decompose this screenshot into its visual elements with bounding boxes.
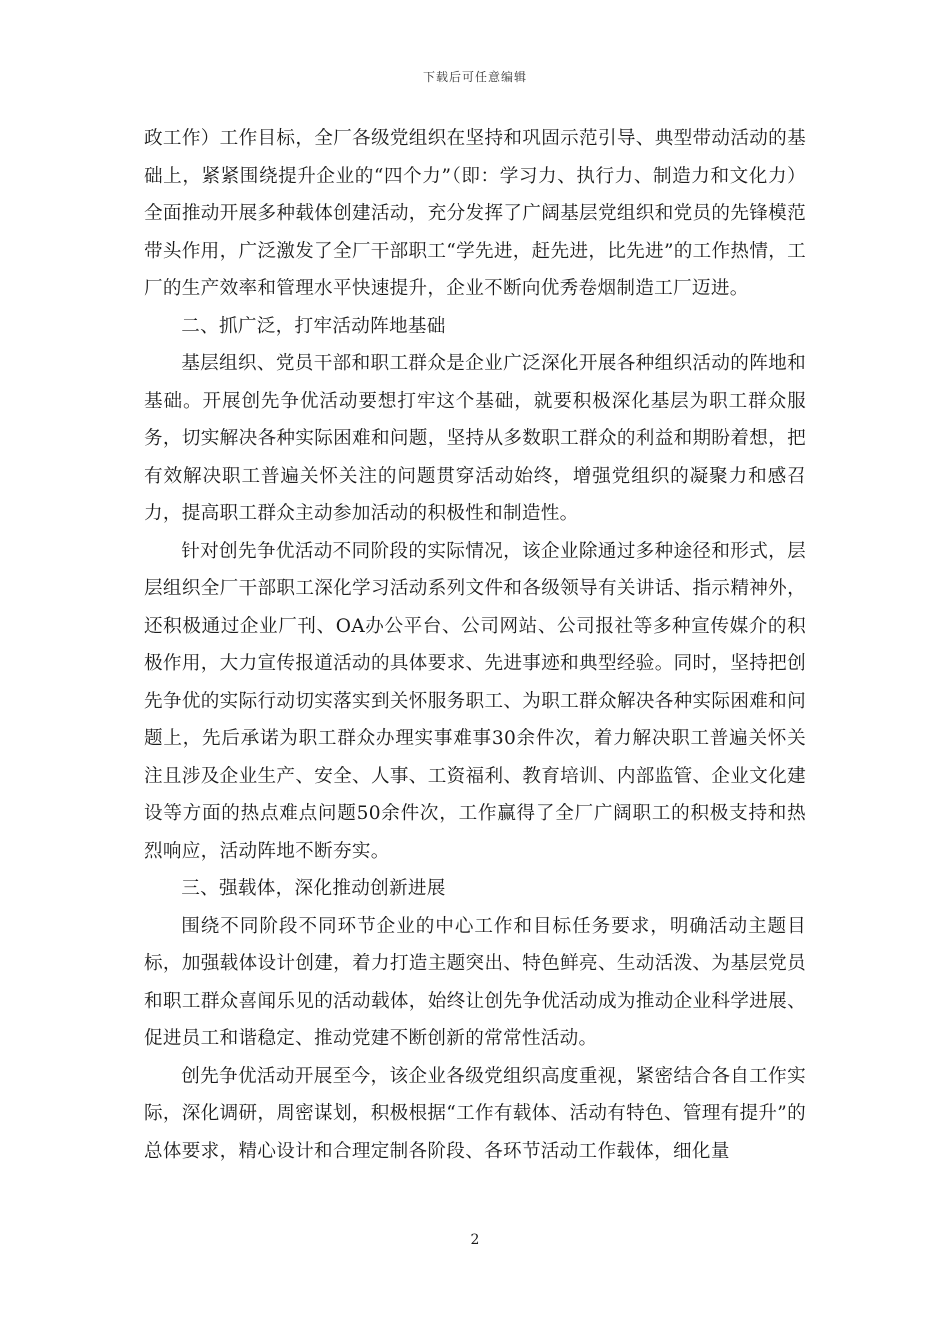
section-heading-two: 二、抓广泛，打牢活动阵地基础: [181, 315, 446, 337]
page-header-note: 下载后可任意编辑: [422, 70, 527, 84]
section-heading-three: 三、强载体，深化推动创新进展: [181, 878, 446, 899]
paragraph: 围绕不同阶段不同环节企业的中心工作和目标任务要求，明确活动主题目标，加强载体设计创建，着力打造主题突出、特色鲜亮、生动活泼、为基层党员和职工群众喜闻乐见的活动载体，始终让创先争优活动成为推动企业科学进展、促进员工和谐稳定、推动党建不断创新的常常性活动。: [144, 915, 806, 1049]
paragraph-continuation: 政工作）工作目标，全厂各级党组织在坚持和巩固示范引导、典型带动活动的基础上，紧紧围绕提升企业的“四个力”（即：学习力、执行力、制造力和文化力）全面推动开展多种载体创建活动，充分发挥了广阔基层党组织和党员的先锋模范带头作用，广泛激发了全厂干部职工“学先进，赶先进，比先进”的工作热情，工厂的生产效率和管理水平快速提升，企业不断向优秀卷烟制造工厂迈进。: [144, 128, 806, 299]
document-body: [144, 120, 806, 1170]
paragraph: 基层组织、党员干部和职工群众是企业广泛深化开展各种组织活动的阵地和基础。开展创先争优活动要想打牢这个基础，就要积极深化基层为职工群众服务，切实解决各种实际困难和问题，坚持从多数职工群众的利益和期盼着想，把有效解决职工普遍关怀关注的问题贯穿活动始终，增强党组织的凝聚力和感召力，提高职工群众主动参加活动的积极性和制造性。: [144, 353, 806, 524]
paragraph: 创先争优活动开展至今，该企业各级党组织高度重视，紧密结合各自工作实际，深化调研，周密谋划，积极根据“工作有载体、活动有特色、管理有提升”的总体要求，精心设计和合理定制各阶段、各环节活动工作载体，细化量: [144, 1065, 806, 1162]
page-number: 2: [470, 1232, 480, 1248]
paragraph: 针对创先争优活动不同阶段的实际情况，该企业除通过多种途径和形式，层层组织全厂干部职工深化学习活动系列文件和各级领导有关讲话、指示精神外，还积极通过企业厂刊、OA办公平台、公司网站、公司报社等多种宣传媒介的积极作用，大力宣传报道活动的具体要求、先进事迹和典型经验。同时，坚持把创先争优的实际行动切实落实到关怀服务职工、为职工群众解决各种实际困难和问题上，先后承诺为职工群众办理实事难事30余件次，着力解决职工普遍关怀关注且涉及企业生产、安全、人事、工资福利、教育培训、内部监管、企业文化建设等方面的热点难点问题50余件次，工作赢得了全厂广阔职工的积极支持和热烈响应，活动阵地不断夯实。: [144, 540, 806, 862]
